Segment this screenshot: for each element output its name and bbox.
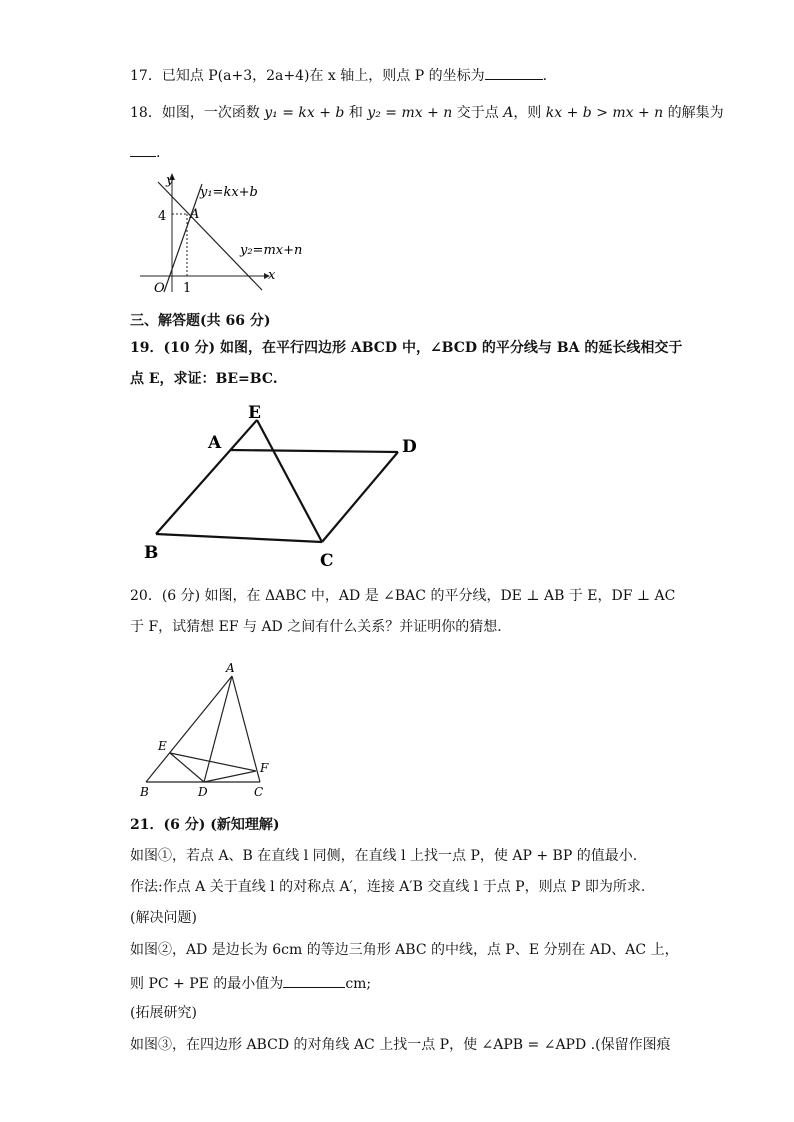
q18-eq1: y₁ = kx + b xyxy=(264,105,345,121)
label-e: E xyxy=(158,739,167,753)
q21-p3: (解决问题) xyxy=(130,910,197,926)
q18-end: . xyxy=(156,145,161,161)
q20-line1: 20．(6 分) 如图，在 ΔABC 中，AD 是 ∠BAC 的平分线，DE ⊥ AB 于 E，DF ⊥ AC xyxy=(130,588,676,604)
q21-p1: 如图①，若点 A、B 在直线 l 同侧，在直线 l 上找一点 P，使 AP + BP 的值最小. xyxy=(130,848,638,864)
q19-line2: 点 E，求证：BE=BC. xyxy=(130,371,278,387)
segment-ef xyxy=(170,753,256,771)
q21-p7: 如图③，在四边形 ABCD 的对角线 AC 上找一点 P，使 ∠APB = ∠APD .(保留作图痕 xyxy=(130,1037,671,1053)
edge-ce xyxy=(257,420,322,542)
q20-line2: 于 F，试猜想 EF 与 AD 之间有什么关系？并证明你的猜想. xyxy=(130,619,502,635)
q21-p5-text: 则 PC + PE 的最小值为 xyxy=(130,976,284,992)
x-axis-label: x xyxy=(268,268,276,283)
q18-text-c: 交于点 xyxy=(452,105,504,121)
line2-label: y₂=mx+n xyxy=(240,243,303,258)
question-18 xyxy=(130,103,724,123)
q18-text-a: 18．如图，一次函数 xyxy=(130,105,265,121)
label-e: E xyxy=(248,403,261,423)
edge-cd xyxy=(322,452,398,542)
q18-inequality: kx + b > mx + n xyxy=(545,105,664,121)
label-f: F xyxy=(260,761,269,775)
label-a: A xyxy=(226,661,235,675)
edge-ab xyxy=(146,676,232,782)
q21-p6: (拓展研究) xyxy=(130,1005,197,1021)
q18-text-e: 的解集为 xyxy=(663,105,724,121)
label-b: B xyxy=(144,543,159,563)
q18-answer-blank[interactable] xyxy=(130,141,156,157)
segment-ad xyxy=(204,676,232,782)
q19-line1: 19．(10 分) 如图，在平行四边形 ABCD 中，∠BCD 的平分线与 BA 的延长线相交于 xyxy=(130,340,683,356)
q18-eq2: y₂ = mx + n xyxy=(367,105,453,121)
label-a: A xyxy=(208,433,222,453)
q18-text-d: ，则 xyxy=(513,105,546,121)
label-d: D xyxy=(198,785,208,799)
label-b: B xyxy=(140,785,149,799)
q21-p5-unit: cm; xyxy=(345,976,372,992)
q17-text: 17．已知点 P(a+3，2a+4)在 x 轴上，则点 P 的坐标为 xyxy=(130,68,485,84)
q21-answer-blank[interactable] xyxy=(283,972,345,988)
segment-df xyxy=(204,771,256,782)
q17-answer-blank[interactable] xyxy=(485,64,543,80)
edge-bc xyxy=(156,534,322,542)
q18-answer-line xyxy=(130,141,160,163)
edge-be xyxy=(156,420,257,534)
point-a-label: A xyxy=(190,207,200,222)
line1-label: y₁=kx+b xyxy=(200,185,258,200)
x-tick-label: 1 xyxy=(183,281,192,296)
q21-p4: 如图②，AD 是边长为 6cm 的等边三角形 ABC 的中线，点 P、E 分别在 AD、AC 上， xyxy=(130,942,679,958)
edge-ad xyxy=(230,450,398,452)
q18-point: A xyxy=(503,105,514,121)
q17-end: . xyxy=(542,68,548,84)
q18-figure xyxy=(136,168,303,296)
q19-figure xyxy=(138,400,428,572)
question-17 xyxy=(130,64,547,86)
q18-text-b: 和 xyxy=(344,105,368,121)
label-c: C xyxy=(320,551,334,571)
y-axis-label: y xyxy=(166,173,174,188)
origin-label: O xyxy=(154,281,165,296)
edge-ac xyxy=(232,676,260,782)
y-tick-label: 4 xyxy=(158,209,167,224)
q20-figure xyxy=(134,658,282,800)
q21-title: 21．(6 分) (新知理解) xyxy=(130,817,280,833)
label-d: D xyxy=(402,437,417,457)
segment-de xyxy=(170,753,204,782)
q21-p2: 作法:作点 A 关于直线 l 的对称点 A′，连接 A′B 交直线 l 于点 P，则点 P 即为所求. xyxy=(130,879,646,895)
q21-p5 xyxy=(130,972,371,994)
section-3-heading: 三、解答题(共 66 分) xyxy=(130,313,271,329)
label-c: C xyxy=(254,785,264,799)
